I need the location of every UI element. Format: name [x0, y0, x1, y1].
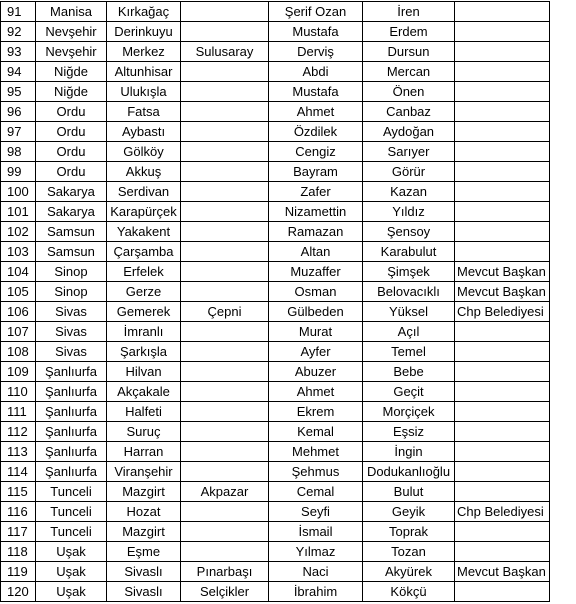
province-cell[interactable]: Şanlıurfa [36, 442, 107, 462]
town-cell[interactable] [181, 402, 269, 422]
note-cell[interactable]: Chp Belediyesi [455, 302, 550, 322]
district-cell[interactable]: Erfelek [107, 262, 181, 282]
first-name-cell[interactable]: Derviş [269, 42, 363, 62]
province-cell[interactable]: Sinop [36, 282, 107, 302]
table-row [1, 42, 550, 62]
district-cell[interactable]: Gemerek [107, 302, 181, 322]
last-name-cell[interactable]: Dursun [363, 42, 455, 62]
last-name-cell[interactable]: Dodukanlıoğlu [363, 462, 455, 482]
row-number-cell[interactable]: 97 [1, 122, 36, 142]
province-cell[interactable]: Tunceli [36, 522, 107, 542]
row-number-cell[interactable]: 104 [1, 262, 36, 282]
table-row [1, 502, 550, 522]
last-name-cell[interactable]: Geyik [363, 502, 455, 522]
table-row [1, 482, 550, 502]
table-row [1, 562, 550, 582]
note-cell[interactable] [455, 182, 550, 202]
first-name-cell[interactable]: Bayram [269, 162, 363, 182]
row-number-cell[interactable]: 105 [1, 282, 36, 302]
province-cell[interactable]: Şanlıurfa [36, 402, 107, 422]
row-number-cell[interactable]: 93 [1, 42, 36, 62]
table-row [1, 122, 550, 142]
last-name-cell[interactable]: İren [363, 2, 455, 22]
row-number-cell[interactable]: 111 [1, 402, 36, 422]
note-cell[interactable] [455, 222, 550, 242]
note-cell[interactable] [455, 202, 550, 222]
last-name-cell[interactable]: Tozan [363, 542, 455, 562]
province-cell[interactable]: Nevşehir [36, 42, 107, 62]
first-name-cell[interactable]: Ahmet [269, 382, 363, 402]
district-cell[interactable]: Çarşamba [107, 242, 181, 262]
district-cell[interactable]: Akçakale [107, 382, 181, 402]
table-row [1, 582, 550, 602]
table-row [1, 302, 550, 322]
last-name-cell[interactable]: İngin [363, 442, 455, 462]
district-cell[interactable]: Gölköy [107, 142, 181, 162]
note-cell[interactable] [455, 442, 550, 462]
first-name-cell[interactable]: İbrahim [269, 582, 363, 602]
table-row [1, 322, 550, 342]
note-cell[interactable] [455, 42, 550, 62]
note-cell[interactable] [455, 342, 550, 362]
province-cell[interactable]: Şanlıurfa [36, 422, 107, 442]
province-cell[interactable]: Niğde [36, 82, 107, 102]
first-name-cell[interactable]: Muzaffer [269, 262, 363, 282]
town-cell[interactable] [181, 2, 269, 22]
town-cell[interactable] [181, 102, 269, 122]
province-cell[interactable]: Sakarya [36, 182, 107, 202]
last-name-cell[interactable]: Karabulut [363, 242, 455, 262]
note-cell[interactable] [455, 362, 550, 382]
district-cell[interactable]: Viranşehir [107, 462, 181, 482]
town-cell[interactable] [181, 382, 269, 402]
last-name-cell[interactable]: Bebe [363, 362, 455, 382]
district-cell[interactable]: Sivaslı [107, 562, 181, 582]
province-cell[interactable]: Niğde [36, 62, 107, 82]
province-cell[interactable]: Sinop [36, 262, 107, 282]
table-row [1, 402, 550, 422]
district-cell[interactable]: Suruç [107, 422, 181, 442]
row-number-cell[interactable]: 119 [1, 562, 36, 582]
note-cell[interactable]: Mevcut Başkan [455, 262, 550, 282]
province-cell[interactable]: Sakarya [36, 202, 107, 222]
town-cell[interactable]: Pınarbaşı [181, 562, 269, 582]
first-name-cell[interactable]: Kemal [269, 422, 363, 442]
last-name-cell[interactable]: Akyürek [363, 562, 455, 582]
note-cell[interactable] [455, 122, 550, 142]
row-number-cell[interactable]: 102 [1, 222, 36, 242]
district-cell[interactable]: Kırkağaç [107, 2, 181, 22]
district-cell[interactable]: Sivaslı [107, 582, 181, 602]
district-cell[interactable]: Fatsa [107, 102, 181, 122]
note-cell[interactable] [455, 382, 550, 402]
town-cell[interactable]: Çepni [181, 302, 269, 322]
note-cell[interactable]: Mevcut Başkan [455, 282, 550, 302]
district-cell[interactable]: Mazgirt [107, 482, 181, 502]
district-cell[interactable]: Gerze [107, 282, 181, 302]
table-row [1, 142, 550, 162]
first-name-cell[interactable]: Ahmet [269, 102, 363, 122]
district-cell[interactable]: Hilvan [107, 362, 181, 382]
district-cell[interactable]: Mazgirt [107, 522, 181, 542]
town-cell[interactable] [181, 502, 269, 522]
province-cell[interactable]: Samsun [36, 222, 107, 242]
note-cell[interactable]: Mevcut Başkan [455, 562, 550, 582]
district-cell[interactable]: Derinkuyu [107, 22, 181, 42]
town-cell[interactable] [181, 142, 269, 162]
note-cell[interactable] [455, 542, 550, 562]
table-row [1, 162, 550, 182]
last-name-cell[interactable]: Sarıyer [363, 142, 455, 162]
district-cell[interactable]: Harran [107, 442, 181, 462]
note-cell[interactable] [455, 422, 550, 442]
first-name-cell[interactable]: Zafer [269, 182, 363, 202]
table-row [1, 422, 550, 442]
town-cell[interactable] [181, 342, 269, 362]
row-number-cell[interactable]: 96 [1, 102, 36, 122]
town-cell[interactable] [181, 262, 269, 282]
province-cell[interactable]: Ordu [36, 162, 107, 182]
town-cell[interactable] [181, 122, 269, 142]
note-cell[interactable] [455, 22, 550, 42]
first-name-cell[interactable]: Cemal [269, 482, 363, 502]
first-name-cell[interactable]: Ramazan [269, 222, 363, 242]
last-name-cell[interactable]: Açıl [363, 322, 455, 342]
first-name-cell[interactable]: Altan [269, 242, 363, 262]
first-name-cell[interactable]: Şehmus [269, 462, 363, 482]
province-cell[interactable]: Sivas [36, 342, 107, 362]
town-cell[interactable] [181, 82, 269, 102]
table-body [1, 2, 550, 602]
town-cell[interactable]: Akpazar [181, 482, 269, 502]
last-name-cell[interactable]: Morçiçek [363, 402, 455, 422]
row-number-cell[interactable]: 107 [1, 322, 36, 342]
district-cell[interactable]: Altunhisar [107, 62, 181, 82]
first-name-cell[interactable]: Ekrem [269, 402, 363, 422]
first-name-cell[interactable]: Murat [269, 322, 363, 342]
note-cell[interactable] [455, 242, 550, 262]
table-row [1, 222, 550, 242]
last-name-cell[interactable]: Belovacıklı [363, 282, 455, 302]
last-name-cell[interactable]: Kazan [363, 182, 455, 202]
table-row [1, 382, 550, 402]
first-name-cell[interactable]: Özdilek [269, 122, 363, 142]
town-cell[interactable]: Selçikler [181, 582, 269, 602]
province-cell[interactable]: Uşak [36, 562, 107, 582]
row-number-cell[interactable]: 117 [1, 522, 36, 542]
table-row [1, 62, 550, 82]
province-cell[interactable]: Şanlıurfa [36, 462, 107, 482]
province-cell[interactable]: Ordu [36, 102, 107, 122]
district-cell[interactable]: İmranlı [107, 322, 181, 342]
note-cell[interactable] [455, 82, 550, 102]
district-cell[interactable]: Yakakent [107, 222, 181, 242]
town-cell[interactable] [181, 202, 269, 222]
district-cell[interactable]: Halfeti [107, 402, 181, 422]
district-cell[interactable]: Şarkışla [107, 342, 181, 362]
first-name-cell[interactable]: Şerif Ozan [269, 2, 363, 22]
town-cell[interactable] [181, 462, 269, 482]
province-cell[interactable]: Sivas [36, 322, 107, 342]
district-cell[interactable]: Eşme [107, 542, 181, 562]
row-number-cell[interactable]: 108 [1, 342, 36, 362]
row-number-cell[interactable]: 92 [1, 22, 36, 42]
first-name-cell[interactable]: Mustafa [269, 82, 363, 102]
first-name-cell[interactable]: Gülbeden [269, 302, 363, 322]
first-name-cell[interactable]: Abuzer [269, 362, 363, 382]
note-cell[interactable] [455, 582, 550, 602]
province-cell[interactable]: Nevşehir [36, 22, 107, 42]
table-row [1, 2, 550, 22]
row-number-cell[interactable]: 110 [1, 382, 36, 402]
row-number-cell[interactable]: 106 [1, 302, 36, 322]
first-name-cell[interactable]: İsmail [269, 522, 363, 542]
first-name-cell[interactable]: Seyfi [269, 502, 363, 522]
last-name-cell[interactable]: Yıldız [363, 202, 455, 222]
province-cell[interactable]: Şanlıurfa [36, 362, 107, 382]
row-number-cell[interactable]: 94 [1, 62, 36, 82]
town-cell[interactable] [181, 422, 269, 442]
table-row [1, 462, 550, 482]
first-name-cell[interactable]: Yılmaz [269, 542, 363, 562]
row-number-cell[interactable]: 115 [1, 482, 36, 502]
province-cell[interactable]: Tunceli [36, 482, 107, 502]
last-name-cell[interactable]: Görür [363, 162, 455, 182]
first-name-cell[interactable]: Cengiz [269, 142, 363, 162]
last-name-cell[interactable]: Temel [363, 342, 455, 362]
note-cell[interactable] [455, 462, 550, 482]
table-row [1, 262, 550, 282]
table-row [1, 102, 550, 122]
district-cell[interactable]: Ulukışla [107, 82, 181, 102]
town-cell[interactable] [181, 442, 269, 462]
first-name-cell[interactable]: Nizamettin [269, 202, 363, 222]
table-row [1, 442, 550, 462]
note-cell[interactable] [455, 102, 550, 122]
row-number-cell[interactable]: 101 [1, 202, 36, 222]
town-cell[interactable] [181, 162, 269, 182]
row-number-cell[interactable]: 95 [1, 82, 36, 102]
province-cell[interactable]: Şanlıurfa [36, 382, 107, 402]
row-number-cell[interactable]: 114 [1, 462, 36, 482]
province-cell[interactable]: Sivas [36, 302, 107, 322]
last-name-cell[interactable]: Geçit [363, 382, 455, 402]
row-number-cell[interactable]: 120 [1, 582, 36, 602]
table-row [1, 522, 550, 542]
last-name-cell[interactable]: Şensoy [363, 222, 455, 242]
district-cell[interactable]: Karapürçek [107, 202, 181, 222]
town-cell[interactable]: Sulusaray [181, 42, 269, 62]
last-name-cell[interactable]: Önen [363, 82, 455, 102]
note-cell[interactable] [455, 142, 550, 162]
province-cell[interactable]: Tunceli [36, 502, 107, 522]
row-number-cell[interactable]: 112 [1, 422, 36, 442]
first-name-cell[interactable]: Ayfer [269, 342, 363, 362]
town-cell[interactable] [181, 282, 269, 302]
note-cell[interactable] [455, 402, 550, 422]
province-cell[interactable]: Samsun [36, 242, 107, 262]
last-name-cell[interactable]: Erdem [363, 22, 455, 42]
province-cell[interactable]: Manisa [36, 2, 107, 22]
town-cell[interactable] [181, 522, 269, 542]
first-name-cell[interactable]: Mustafa [269, 22, 363, 42]
table-row [1, 342, 550, 362]
row-number-cell[interactable]: 98 [1, 142, 36, 162]
district-cell[interactable]: Serdivan [107, 182, 181, 202]
last-name-cell[interactable]: Mercan [363, 62, 455, 82]
last-name-cell[interactable]: Yüksel [363, 302, 455, 322]
row-number-cell[interactable]: 99 [1, 162, 36, 182]
table-row [1, 282, 550, 302]
last-name-cell[interactable]: Bulut [363, 482, 455, 502]
first-name-cell[interactable]: Abdi [269, 62, 363, 82]
first-name-cell[interactable]: Osman [269, 282, 363, 302]
note-cell[interactable] [455, 322, 550, 342]
note-cell[interactable] [455, 482, 550, 502]
row-number-cell[interactable]: 91 [1, 2, 36, 22]
town-cell[interactable] [181, 242, 269, 262]
town-cell[interactable] [181, 322, 269, 342]
note-cell[interactable] [455, 162, 550, 182]
town-cell[interactable] [181, 362, 269, 382]
note-cell[interactable] [455, 522, 550, 542]
row-number-cell[interactable]: 113 [1, 442, 36, 462]
row-number-cell[interactable]: 103 [1, 242, 36, 262]
table-row [1, 182, 550, 202]
note-cell[interactable]: Chp Belediyesi [455, 502, 550, 522]
last-name-cell[interactable]: Eşsiz [363, 422, 455, 442]
province-cell[interactable]: Uşak [36, 542, 107, 562]
row-number-cell[interactable]: 116 [1, 502, 36, 522]
town-cell[interactable] [181, 62, 269, 82]
row-number-cell[interactable]: 100 [1, 182, 36, 202]
table-row [1, 22, 550, 42]
table-row [1, 362, 550, 382]
row-number-cell[interactable]: 109 [1, 362, 36, 382]
town-cell[interactable] [181, 22, 269, 42]
first-name-cell[interactable]: Naci [269, 562, 363, 582]
province-cell[interactable]: Ordu [36, 122, 107, 142]
district-cell[interactable]: Aybastı [107, 122, 181, 142]
district-cell[interactable]: Hozat [107, 502, 181, 522]
province-cell[interactable]: Ordu [36, 142, 107, 162]
last-name-cell[interactable]: Kökçü [363, 582, 455, 602]
town-cell[interactable] [181, 222, 269, 242]
last-name-cell[interactable]: Şimşek [363, 262, 455, 282]
province-cell[interactable]: Uşak [36, 582, 107, 602]
town-cell[interactable] [181, 542, 269, 562]
last-name-cell[interactable]: Canbaz [363, 102, 455, 122]
note-cell[interactable] [455, 62, 550, 82]
spreadsheet-table [0, 1, 550, 602]
district-cell[interactable]: Merkez [107, 42, 181, 62]
district-cell[interactable]: Akkuş [107, 162, 181, 182]
town-cell[interactable] [181, 182, 269, 202]
first-name-cell[interactable]: Mehmet [269, 442, 363, 462]
table-row [1, 542, 550, 562]
note-cell[interactable] [455, 2, 550, 22]
table-row [1, 242, 550, 262]
row-number-cell[interactable]: 118 [1, 542, 36, 562]
table-row [1, 82, 550, 102]
last-name-cell[interactable]: Toprak [363, 522, 455, 542]
table-row [1, 202, 550, 222]
last-name-cell[interactable]: Aydoğan [363, 122, 455, 142]
